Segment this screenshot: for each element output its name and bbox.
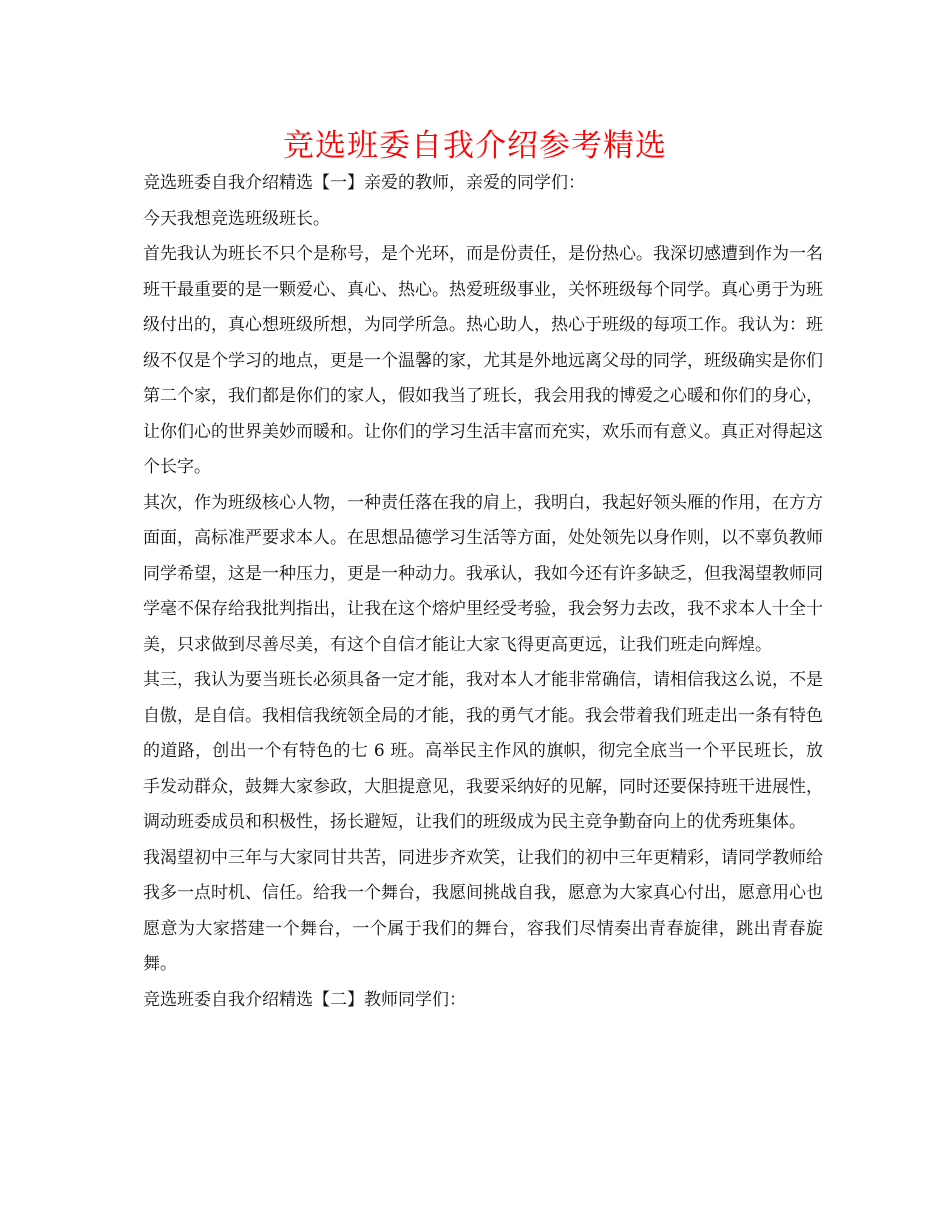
document-title: 竞选班委自我介绍参考精选 [283,128,667,164]
paragraph-first-point: 首先我认为班长不只个是称号，是个光环，而是份责任，是份热心。我深切感遭到作为一名班干最重要的是一颗爱心、真心、热心。热爱班级事业，关怀班级每个同学。真心勇于为班级付出的，真心想班级所想，为同学所急。热心助人，热心于班级的每项工作。我认为：班级不仅是个学习的地点，更是一个温馨的家，尤其是外地远离父母的同学，班级确实是你们第二个家，我们都是你们的家人，假如我当了班长，我会用我的博爱之心暖和你们的身心，让你们心的世界美妙而暖和。让你们的学习生活丰富而充实，欢乐而有意义。真正对得起这个长字。 [143,244,823,477]
paragraph-closing: 我渴望初中三年与大家同甘共苦，同进步齐欢笑，让我们的初中三年更精彩，请同学教师给我多一点时机、信任。给我一个舞台，我愿间挑战自我，愿意为大家真心付出，愿意用心也愿意为大家搭建一个舞台，一个属于我们的舞台，容我们尽情奏出青春旋律，跳出青春旋舞。 [143,847,823,974]
paragraph-second-point: 其次，作为班级核心人物，一种责任落在我的肩上，我明白，我起好领头雁的作用，在方方面面，高标准严要求本人。在思想品德学习生活等方面，处处领先以身作则，以不辜负教师同学希望，这是一种压力，更是一种动力。我承认，我如今还有许多缺乏，但我渴望教师同学毫不保存给我批判指出，让我在这个熔炉里经受考验，我会努力去改，我不求本人十全十美，只求做到尽善尽美，有这个自信才能让大家飞得更高更远，让我们班走向辉煌。 [143,492,823,655]
paragraph-third-point: 其三，我认为要当班长必须具备一定才能，我对本人才能非常确信，请相信我这么说，不是自傲，是自信。我相信我统领全局的才能，我的勇气才能。我会带着我们班走出一条有特色的道路，创出一个有特色的七 6 班。高举民主作风的旗帜，彻完全底当一个平民班长，放手发动群众，鼓舞大家参政，大胆提意见，我要采纳好的见解，同时还要保持班干进展性，调动班委成员和积极性，扬长避短，让我们的班级成为民主竞争勤奋向上的优秀班集体。 [143,670,823,832]
paragraph-second-heading: 竞选班委自我介绍精选【二】教师同学们： [143,989,466,1010]
paragraph-intro-heading: 竞选班委自我介绍精选【一】亲爱的教师，亲爱的同学们： [143,173,585,193]
paragraph-intention: 今天我想竞选班级班长。 [143,208,330,229]
document-body [143,166,823,1018]
